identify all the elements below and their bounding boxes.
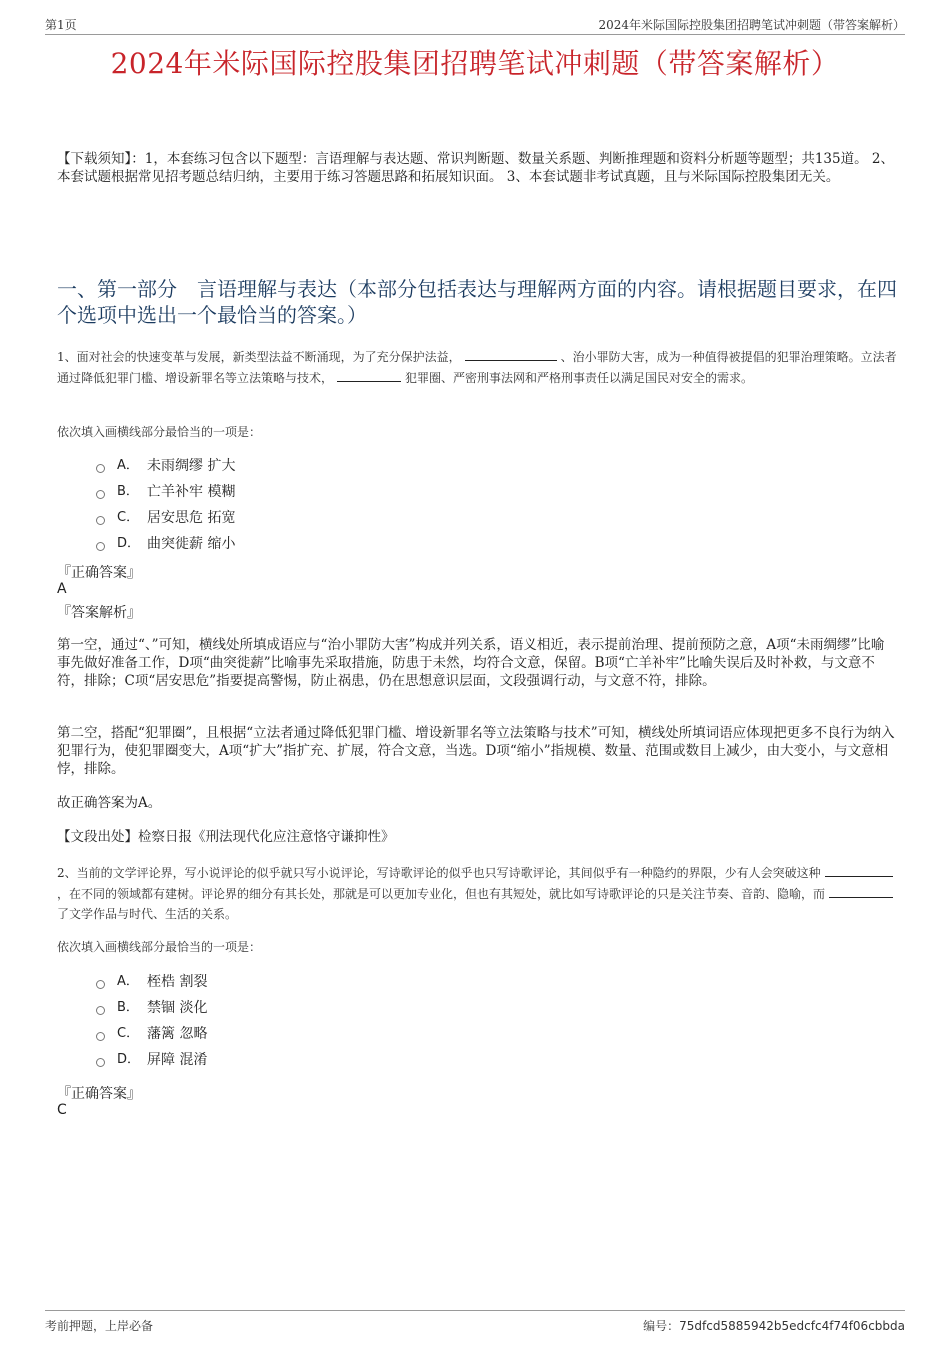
question-1-answer-label: 『正确答案』 xyxy=(57,565,141,581)
question-1-answer: A xyxy=(57,581,67,597)
question-2-option-a[interactable]: A． 桎梏 割裂 xyxy=(96,969,207,995)
section-title: 一、第一部分 言语理解与表达（本部分包括表达与理解两方面的内容。请根据题目要求，在四个选项中选出一个最恰当的答案。） xyxy=(57,277,897,327)
question-2-options xyxy=(96,969,207,1073)
question-1-source: 【文段出处】检察日报《刑法现代化应注意恪守谦抑性》 xyxy=(57,829,395,845)
radio-icon[interactable] xyxy=(96,490,105,499)
question-2-option-c[interactable]: C． 藩篱 忽略 xyxy=(96,1021,207,1047)
question-2-option-b[interactable]: B． 禁锢 淡化 xyxy=(96,995,207,1021)
question-1-analysis-label: 『答案解析』 xyxy=(57,605,141,621)
question-1-analysis-1: 第一空，通过“、”可知，横线处所填成语应与“治小罪防大害”构成并列关系，语义相近，表示提前治理、提前预防之意，A项“未雨绸缪”比喻事先做好准备工作，D项“曲突徙薪”比喻事先采取措施，防患于未然，均符合文意，保留。B项“亡羊补牢”比喻失误后及时补救，与文意不符，排除；C项“居安思危”指要提高警惕，防止祸患，仍在思想意识层面，文段强调行动，与文意不符，排除。 xyxy=(57,637,885,689)
question-2-option-d[interactable]: D． 屏障 混淆 xyxy=(96,1047,207,1073)
question-1-option-a[interactable]: A． 未雨绸缪 扩大 xyxy=(96,453,235,479)
page-header xyxy=(45,14,905,35)
question-2-prompt: 依次填入画横线部分最恰当的一项是： xyxy=(57,940,262,954)
question-2-part-b: ，在不同的领域都有建树。评论界的细分有其长处，那就是可以更加专业化，但也有其短处，就比如写诗歌评论的只是关注节奏、音韵、隐喻，而 xyxy=(57,887,826,901)
question-1-option-b[interactable]: B． 亡羊补牢 模糊 xyxy=(96,479,235,505)
page-number: 第1页 xyxy=(45,18,77,32)
question-1-part-a: 1、面对社会的快速变革与发展，新类型法益不断涌现，为了充分保护法益， xyxy=(57,350,461,364)
question-1-prompt: 依次填入画横线部分最恰当的一项是： xyxy=(57,425,262,439)
question-1-options xyxy=(96,453,235,557)
radio-icon[interactable] xyxy=(96,980,105,989)
question-2-blank-2 xyxy=(829,883,893,898)
document-title: 2024年米际国际控股集团招聘笔试冲刺题（带答案解析） xyxy=(110,47,840,80)
footer-code: 编号：75dfcd5885942b5edcfc4f74f06cbbda xyxy=(643,1319,905,1333)
header-doc-title: 2024年米际国际控股集团招聘笔试冲刺题（带答案解析） xyxy=(598,18,905,32)
question-2-answer-label: 『正确答案』 xyxy=(57,1086,141,1102)
question-1-analysis-2: 第二空，搭配“犯罪圈”，且根据“立法者通过降低犯罪门槛、增设新罪名等立法策略与技术”可知，横线处所填词语应体现把更多不良行为纳入犯罪行为，使犯罪圈变大，A项“扩大”指扩充、扩展，符合文意，当选。D项“缩小”指规模、数量、范围或数目上减少，由大变小，与文意相悖，排除。 xyxy=(57,725,895,777)
question-1-option-c[interactable]: C． 居安思危 拓宽 xyxy=(96,505,235,531)
page-footer xyxy=(45,1310,905,1337)
question-2-part-c: 了文学作品与时代、生活的关系。 xyxy=(57,907,238,921)
radio-icon[interactable] xyxy=(96,464,105,473)
footer-slogan: 考前押题，上岸必备 xyxy=(45,1319,154,1333)
question-2-answer: C xyxy=(57,1102,67,1118)
question-2-part-a: 2、当前的文学评论界，写小说评论的似乎就只写小说评论，写诗歌评论的似乎也只写诗歌评论，其间似乎有一种隐约的界限，少有人会突破这种 xyxy=(57,866,821,880)
question-1-text xyxy=(57,346,900,388)
question-1-part-b: 、治小罪防大害，成为一种值得被提倡的犯罪治理策略。立法者通过降低犯罪门槛、增设新罪名等立法策略与技术， xyxy=(57,350,897,385)
radio-icon[interactable] xyxy=(96,1006,105,1015)
radio-icon[interactable] xyxy=(96,542,105,551)
download-notice: 【下载须知】：1，本套练习包含以下题型：言语理解与表达题、常识判断题、数量关系题、判断推理题和资料分析题等题型；共135道。 2、本套试题根据常见招考题总结归纳，主要用于练习答题思路和拓展知识面。 3、本套试题非考试真题，且与米际国际控股集团无关。 xyxy=(57,151,894,185)
question-1-conclusion: 故正确答案为A。 xyxy=(57,795,162,811)
question-2-text xyxy=(57,862,900,924)
radio-icon[interactable] xyxy=(96,516,105,525)
radio-icon[interactable] xyxy=(96,1058,105,1067)
question-1-blank-1 xyxy=(465,346,557,361)
question-1-option-d[interactable]: D． 曲突徙薪 缩小 xyxy=(96,531,235,557)
radio-icon[interactable] xyxy=(96,1032,105,1041)
question-1-blank-2 xyxy=(337,367,401,382)
question-2-blank-1 xyxy=(825,862,893,877)
question-1-part-c: 犯罪圈、严密刑事法网和严格刑事责任以满足国民对安全的需求。 xyxy=(405,371,754,385)
